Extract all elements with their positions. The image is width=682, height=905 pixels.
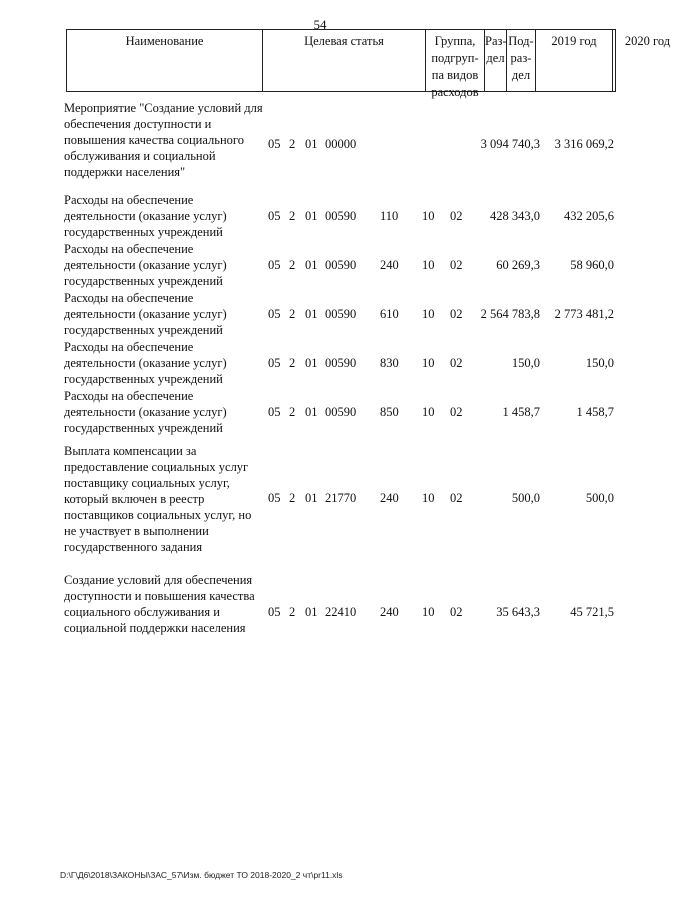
value-2020: 3 316 069,2	[554, 137, 614, 151]
code-subprogram: 2	[289, 605, 296, 619]
subsection: 02	[450, 307, 463, 321]
expense-group: 610	[380, 307, 399, 321]
row-name: Расходы на обеспечение деятельности (оказание услуг) государственных учреждений	[64, 193, 227, 239]
code-direction: 00590	[325, 258, 357, 272]
code-direction: 00000	[325, 137, 357, 151]
row-name: Расходы на обеспечение деятельности (оказание услуг) государственных учреждений	[64, 291, 227, 337]
value-2020: 1 458,7	[576, 405, 614, 419]
code-event: 01	[305, 605, 318, 619]
subsection: 02	[450, 491, 463, 505]
subsection: 02	[450, 605, 463, 619]
section: 10	[422, 356, 435, 370]
value-2019: 60 269,3	[496, 258, 540, 272]
header-2020: 2020 год	[624, 34, 671, 48]
section: 10	[422, 491, 435, 505]
value-2019: 3 094 740,3	[480, 137, 540, 151]
code-direction: 00590	[325, 307, 357, 321]
expense-group: 240	[380, 605, 399, 619]
row-name: Создание условий для обеспечения доступности и повышения качества социального обслуживания и социальной поддержки населения	[64, 573, 255, 635]
table-header	[66, 29, 671, 99]
code-event: 01	[305, 405, 318, 419]
value-2020: 2 773 481,2	[554, 307, 614, 321]
code-event: 01	[305, 307, 318, 321]
section: 10	[422, 405, 435, 419]
header-2019: 2019 год	[536, 30, 613, 91]
code-event: 01	[305, 258, 318, 272]
code-direction: 22410	[325, 605, 357, 619]
value-2020: 45 721,5	[570, 605, 614, 619]
section: 10	[422, 209, 435, 223]
section: 10	[422, 605, 435, 619]
file-path-footer: D:\Г\Д6\2018\ЗАКОНЫ\ЗАС_57\Изм. бюджет ТО 2018-2020_2 чт\pr11.xls	[60, 870, 343, 880]
code-direction: 00590	[325, 356, 357, 370]
code-subprogram: 2	[289, 137, 296, 151]
header-expense-group: Группа, подгруп-па видов расходов	[426, 30, 485, 91]
code-program: 05	[268, 356, 281, 370]
value-2019: 35 643,3	[496, 605, 540, 619]
code-direction: 00590	[325, 209, 357, 223]
value-2020: 150,0	[585, 356, 614, 370]
section: 10	[422, 258, 435, 272]
row-name: Выплата компенсации за предоставление социальных услуг поставщику социальных услуг, который включен в реестр поставщиков социальных услуг, но не участвует в выполнении государственного задания	[64, 444, 252, 554]
code-event: 01	[305, 491, 318, 505]
code-direction: 00590	[325, 405, 357, 419]
value-2019: 500,0	[511, 491, 540, 505]
code-program: 05	[268, 209, 281, 223]
expense-group: 830	[380, 356, 399, 370]
code-subprogram: 2	[289, 307, 296, 321]
section: 10	[422, 307, 435, 321]
subsection: 02	[450, 405, 463, 419]
code-event: 01	[305, 137, 318, 151]
code-program: 05	[268, 137, 281, 151]
code-program: 05	[268, 258, 281, 272]
code-program: 05	[268, 491, 281, 505]
row-name: Расходы на обеспечение деятельности (оказание услуг) государственных учреждений	[64, 340, 227, 386]
code-event: 01	[305, 209, 318, 223]
value-2019: 428 343,0	[490, 209, 540, 223]
header-subsection: Под-раз-дел	[507, 30, 536, 91]
value-2019: 1 458,7	[502, 405, 540, 419]
header-name: Наименование	[67, 30, 263, 91]
expense-group: 110	[380, 209, 399, 223]
code-subprogram: 2	[289, 258, 296, 272]
row-name: Расходы на обеспечение деятельности (оказание услуг) государственных учреждений	[64, 389, 227, 435]
code-program: 05	[268, 307, 281, 321]
code-subprogram: 2	[289, 405, 296, 419]
code-program: 05	[268, 405, 281, 419]
code-event: 01	[305, 356, 318, 370]
code-subprogram: 2	[289, 209, 296, 223]
code-subprogram: 2	[289, 491, 296, 505]
value-2019: 2 564 783,8	[480, 307, 540, 321]
value-2020: 432 205,6	[564, 209, 614, 223]
value-2020: 58 960,0	[570, 258, 614, 272]
row-name: Мероприятие "Создание условий для обеспечения доступности и повышения качества социального обслуживания и социальной поддержки населения"	[64, 101, 263, 179]
subsection: 02	[450, 209, 463, 223]
subsection: 02	[450, 356, 463, 370]
header-target-article: Целевая статья	[263, 30, 426, 91]
expense-group: 240	[380, 258, 399, 272]
page-number: 54	[313, 17, 327, 32]
code-program: 05	[268, 605, 281, 619]
code-direction: 21770	[325, 491, 357, 505]
expense-group: 850	[380, 405, 399, 419]
header-section: Раз-дел	[485, 30, 507, 91]
code-subprogram: 2	[289, 356, 296, 370]
expense-group: 240	[380, 491, 399, 505]
subsection: 02	[450, 258, 463, 272]
value-2020: 500,0	[585, 491, 614, 505]
value-2019: 150,0	[511, 356, 540, 370]
row-name: Расходы на обеспечение деятельности (оказание услуг) государственных учреждений	[64, 242, 227, 288]
